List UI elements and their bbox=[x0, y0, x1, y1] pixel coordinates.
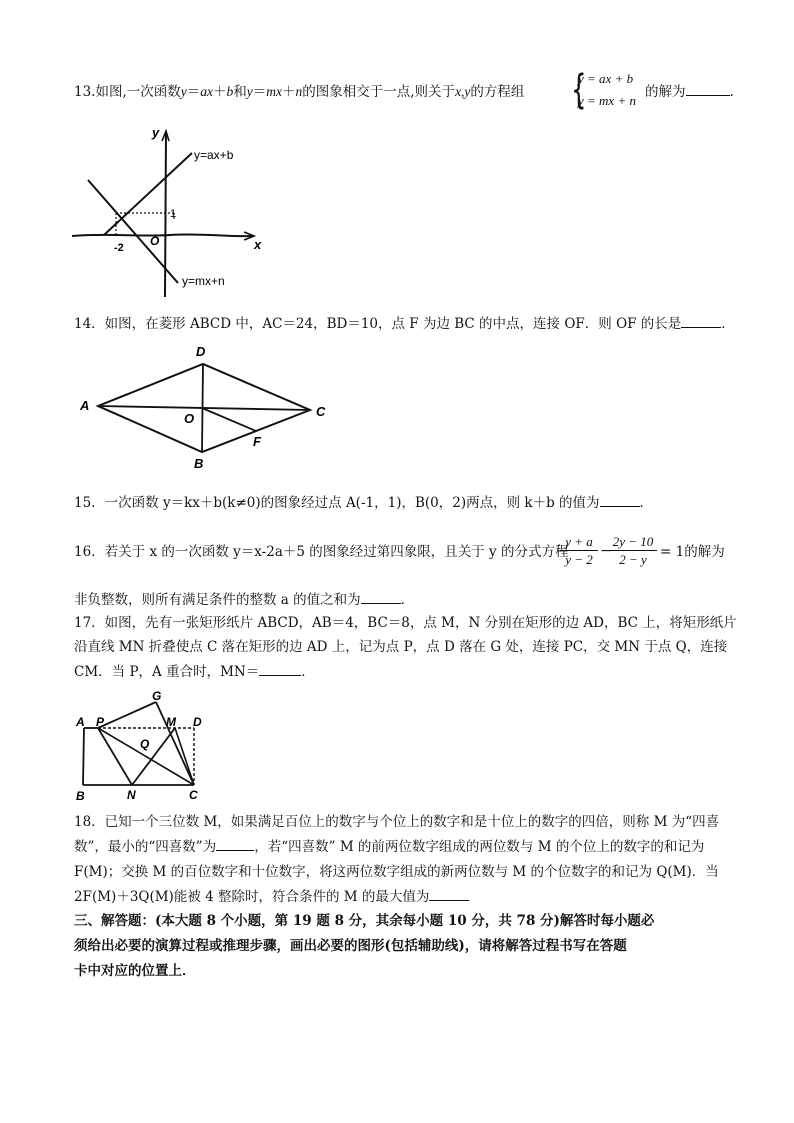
label-p: P bbox=[96, 715, 105, 729]
answer-blank[interactable] bbox=[361, 589, 401, 604]
q16-line2: 非负整数，则所有满足条件的整数 a 的值之和为 ． bbox=[74, 588, 414, 612]
q13-graph bbox=[70, 125, 270, 303]
q17-line2: 沿直线 MN 折叠使点 C 落在矩形的边 AD 上，记为点 P，点 D 落在 G 处，连接 PC，交 MN 于点 Q，连接 bbox=[74, 639, 728, 655]
q13-end: 的解为 . bbox=[645, 80, 734, 104]
answer-blank[interactable] bbox=[216, 836, 254, 851]
q14-rhombus bbox=[70, 340, 340, 475]
label-q: Q bbox=[140, 737, 150, 751]
side-ab bbox=[83, 728, 84, 785]
x-axis bbox=[72, 234, 252, 236]
segment-mc bbox=[175, 728, 194, 785]
label-line2: y=mx+n bbox=[182, 274, 225, 288]
fraction-2: $\frac{2y - 10}{2 - y}$ bbox=[609, 533, 657, 568]
system-eq1: y = ax + b bbox=[578, 71, 634, 86]
label-c: C bbox=[189, 788, 198, 802]
segment-of bbox=[202, 408, 256, 431]
label-line1: y=ax+b bbox=[194, 148, 234, 162]
q17-line1: 17．如图，先有一张矩形纸片 ABCD，AB＝4，BC＝8，点 M，N 分别在矩形的边 AD，BC 上，将矩形纸片 bbox=[74, 615, 737, 631]
section3-line2: 须给出必要的演算过程或推理步骤，画出必要的图形(包括辅助线)，请将解答过程书写在答题 bbox=[74, 938, 627, 954]
label-tick-y: 1 bbox=[170, 208, 177, 220]
label-g: G bbox=[152, 689, 162, 703]
label-a: A bbox=[80, 398, 90, 413]
label-tick-x: -2 bbox=[114, 242, 124, 254]
q18-line2: 数”，最小的“四喜数”为 ，若“四喜数” M 的前两位数字组成的两位数与 M 的个位上的数字的和记为 bbox=[74, 835, 704, 859]
label-c: C bbox=[316, 404, 326, 419]
q18-line3: F(M)；交换 M 的百位数字和十位数字，将这两位数字组成的新两位数与 M 的个位数字的和记为 Q(M)．当 bbox=[74, 864, 719, 880]
q18-line1: 18．已知一个三位数 M，如果满足百位上的数字与个位上的数字和是十位上的数字的四倍，则称 M 为“四喜 bbox=[74, 814, 720, 830]
section3-line1: 三、解答题：(本大题 8 个小题，第 19 题 8 分，其余每小题 10 分，共 78 分)解答时每小题必 bbox=[74, 913, 655, 929]
answer-blank[interactable] bbox=[681, 313, 721, 328]
q16-eq: = 1的解为 bbox=[660, 544, 725, 560]
segment-pn bbox=[98, 728, 132, 785]
label-d: D bbox=[193, 715, 202, 729]
q17-line3: CM．当 P，A 重合时，MN＝ ． bbox=[74, 660, 315, 684]
answer-blank[interactable] bbox=[429, 886, 469, 901]
label-d: D bbox=[196, 344, 206, 359]
q14-text: 14．如图，在菱形 ABCD 中，AC＝24，BD＝10，点 F 为边 BC 的中点，连接 OF．则 OF 的长是 ． bbox=[74, 312, 735, 336]
segment-nm bbox=[132, 728, 175, 785]
section3-line3: 卡中对应的位置上． bbox=[74, 963, 196, 979]
minus-sign: − bbox=[600, 543, 612, 559]
y-axis bbox=[165, 133, 166, 297]
q16-line1: 16．若关于 x 的一次函数 y＝x-2a＋5 的图象经过第四象限，且关于 y 的分式方程 bbox=[74, 544, 569, 560]
answer-blank[interactable] bbox=[686, 81, 730, 96]
label-b: B bbox=[76, 789, 85, 803]
label-f: F bbox=[253, 434, 261, 449]
answer-blank[interactable] bbox=[600, 492, 640, 507]
answer-blank[interactable] bbox=[259, 661, 301, 676]
segment-pg bbox=[98, 702, 156, 728]
q18-line4: 2F(M)＋3Q(M)能被 4 整除时，符合条件的 M 的最大值为 bbox=[74, 885, 469, 909]
system-eq2: y = mx + n bbox=[578, 93, 636, 108]
label-m: M bbox=[166, 715, 176, 729]
q13-text: 13.如图,一次函数y＝ax＋b和y＝mx＋n的图象相交于一点,则关于x,y的方程组 bbox=[74, 84, 525, 100]
label-b: B bbox=[194, 456, 204, 471]
label-o: O bbox=[184, 411, 195, 426]
q17-rectangle-fold bbox=[72, 688, 212, 803]
label-n: N bbox=[127, 788, 136, 802]
system-brace: { bbox=[571, 67, 587, 113]
fraction-1: $\frac{y + a}{y - 2}$ bbox=[560, 533, 598, 568]
label-a: A bbox=[76, 715, 85, 729]
label-y: y bbox=[152, 125, 160, 140]
q15-text: 15．一次函数 y＝kx＋b(k≠0)的图象经过点 A(-1，1)，B(0，2)两点，则 k＋b 的值为 ． bbox=[74, 491, 653, 515]
line-ax-b bbox=[104, 153, 192, 235]
label-x: x bbox=[254, 237, 262, 252]
label-origin: O bbox=[150, 234, 160, 248]
